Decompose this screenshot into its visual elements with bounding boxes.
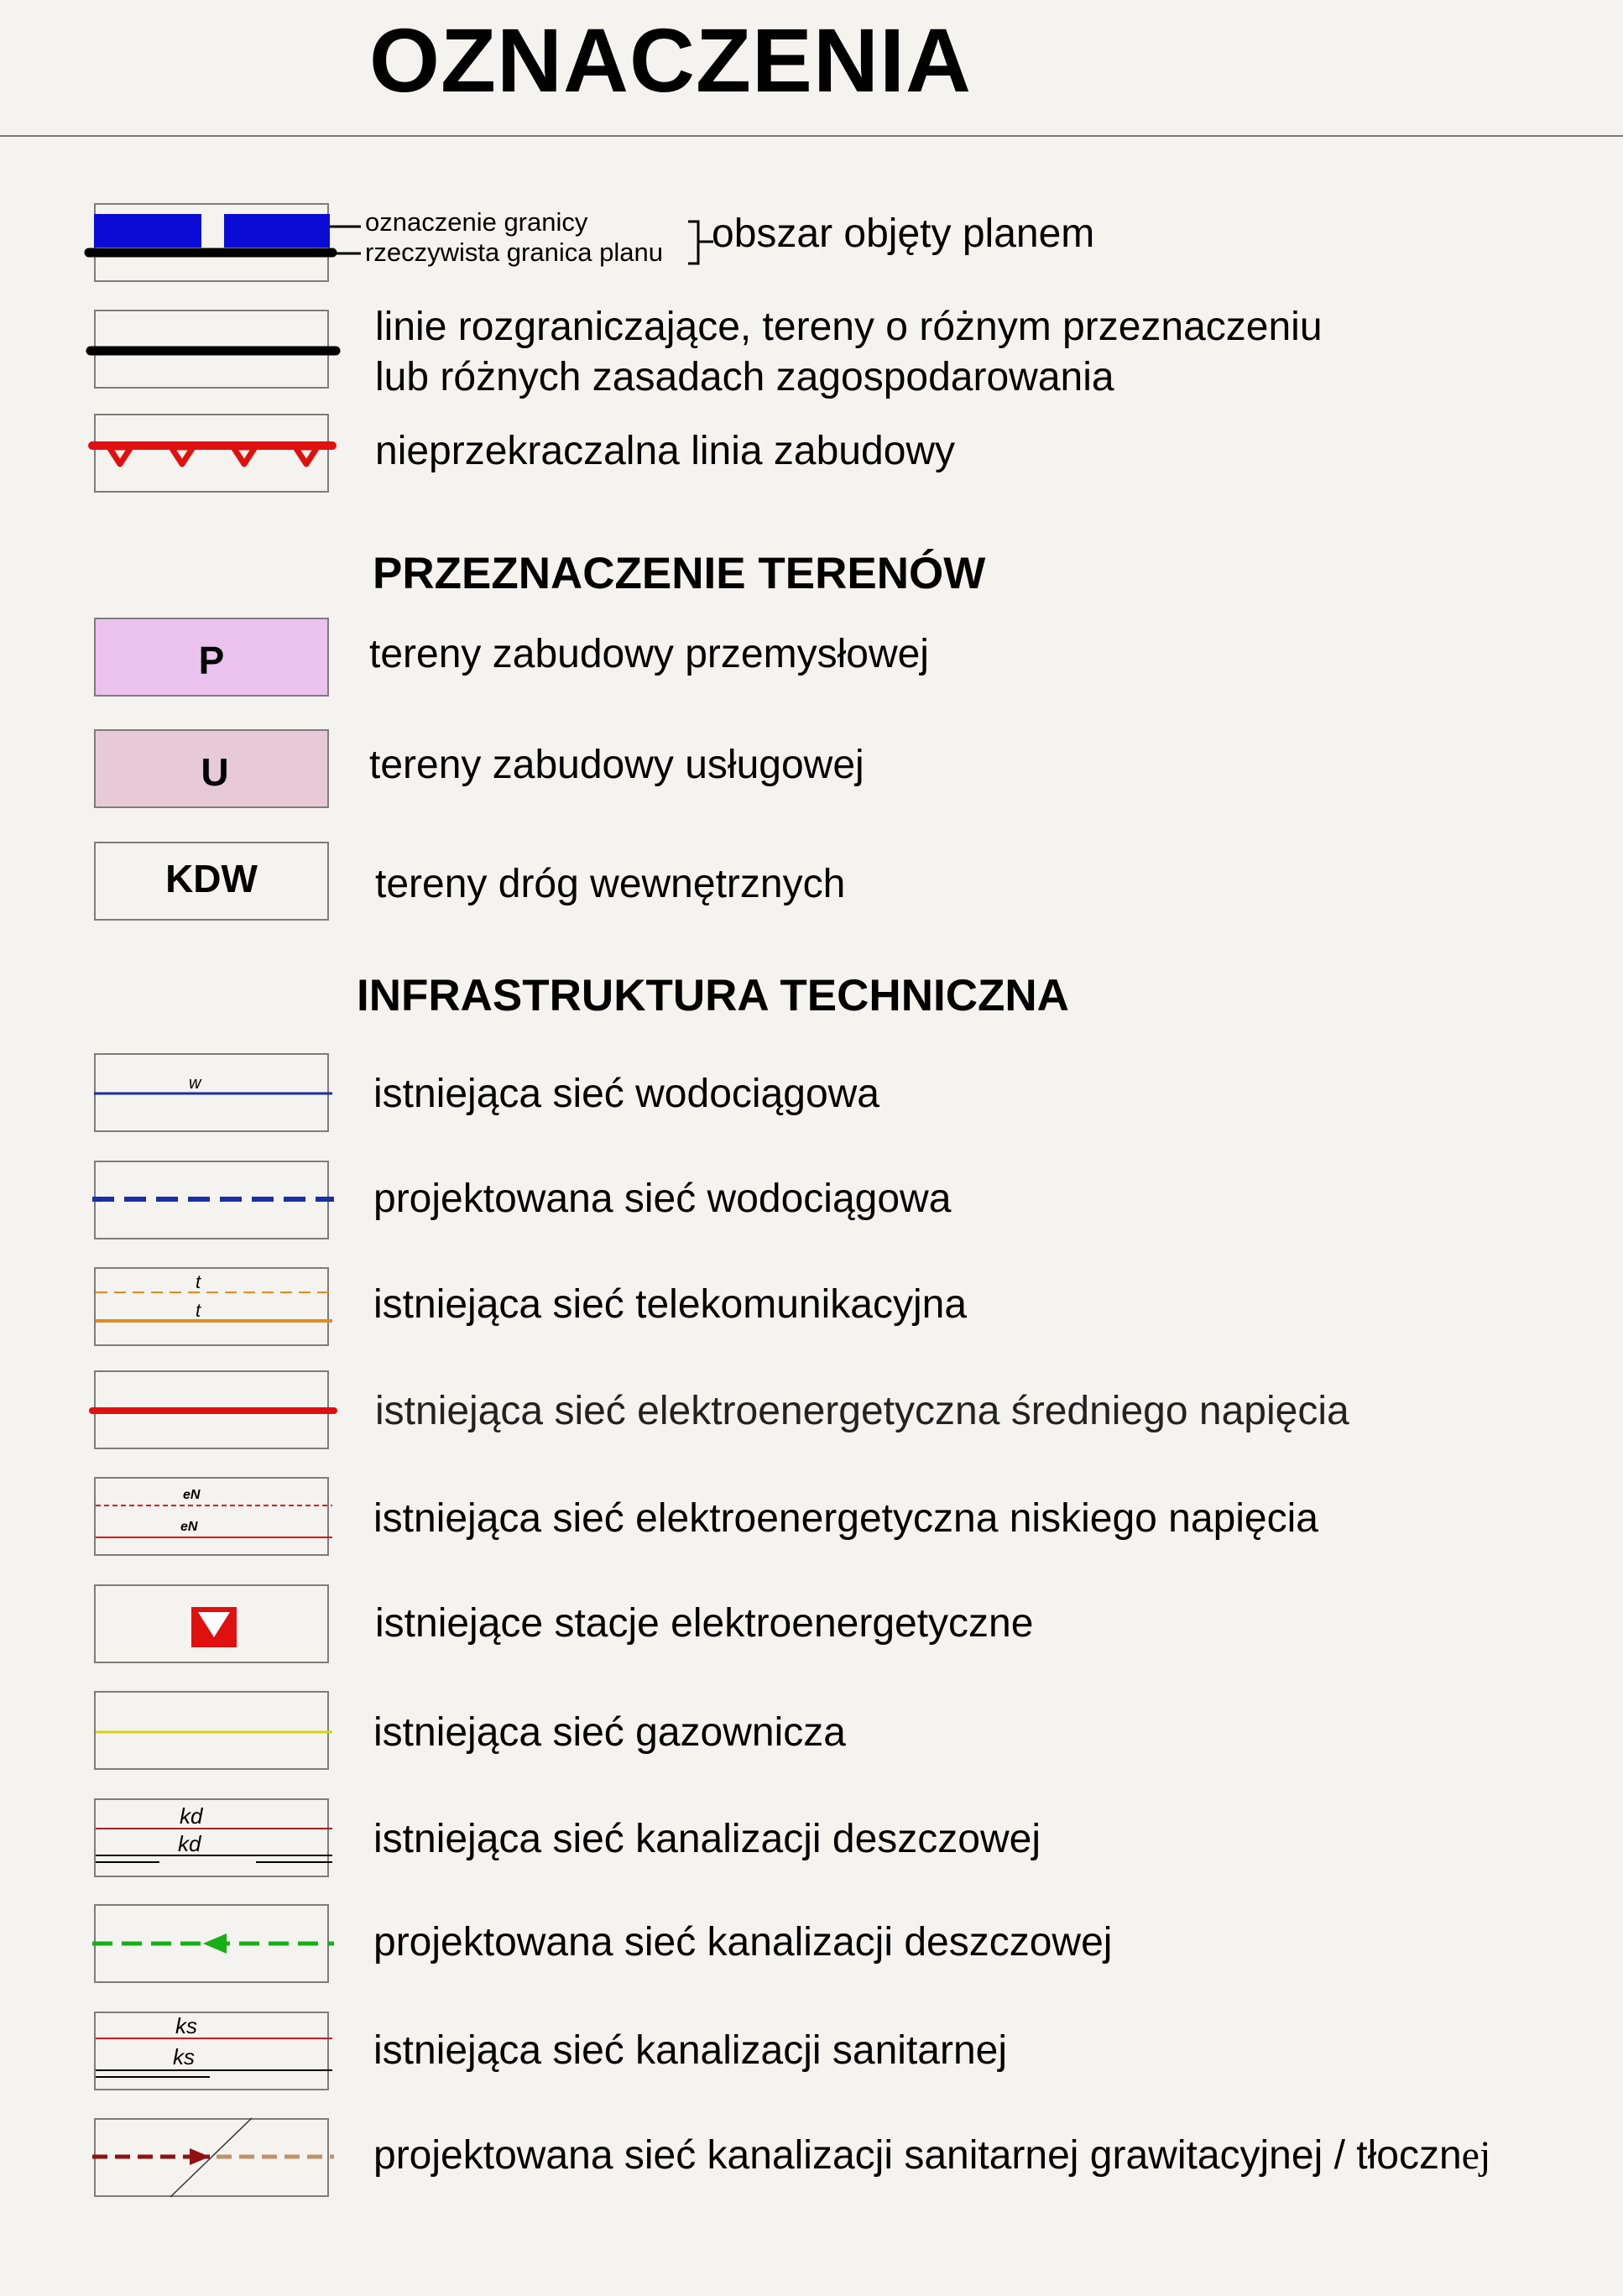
sewer-planned-label-main: projektowana sieć kanalizacji sanitarnej grawitacyjnej / tłoczn [373, 2133, 1462, 2178]
water-existing-mark: w [189, 1074, 201, 1093]
building-line-label: nieprzekraczalna linia zabudowy [375, 429, 956, 473]
demarcation-label-2: lub różnych zasadach zagospodarowania [375, 355, 1114, 399]
power-station-icon [84, 1584, 344, 1663]
telecom-symbol [84, 1267, 344, 1346]
brace-icon [686, 220, 715, 267]
power-mv-symbol [84, 1370, 344, 1449]
plan-boundary-symbol [84, 203, 344, 282]
storm-existing-mark-1: kd [180, 1803, 203, 1829]
section-infrastructure-heading: INFRASTRUKTURA TECHNICZNA [357, 971, 1069, 1020]
water-planned-label: projektowana sieć wodociągowa [373, 1177, 952, 1221]
land-p-label: tereny zabudowy przemysłowej [369, 632, 929, 676]
land-kdw-code: KDW [165, 857, 258, 900]
gas-symbol [84, 1691, 344, 1770]
boundary-marking-label: oznaczenie granicy [365, 207, 588, 237]
sewer-existing-symbol [84, 2012, 344, 2090]
storm-existing-mark-2: kd [178, 1831, 201, 1856]
title-divider [0, 135, 1623, 137]
power-lv-mark-2: eN [180, 1520, 198, 1534]
land-u-label: tereny zabudowy usługowej [369, 743, 864, 787]
gas-label: istniejąca sieć gazownicza [373, 1710, 846, 1755]
sewer-planned-label [373, 2131, 1490, 2181]
building-line-symbol [84, 414, 344, 493]
land-u-code: U [201, 750, 229, 794]
demarcation-label-1: linie rozgraniczające, tereny o różnym przeznaczeniu [375, 305, 1323, 349]
page-title: OZNACZENIA [369, 9, 972, 111]
water-existing-symbol [84, 1053, 344, 1132]
demarcation-line-symbol [84, 310, 344, 389]
power-lv-label: istniejąca sieć elektroenergetyczna niskiego napięcia [373, 1496, 1318, 1541]
storm-existing-symbol [84, 1798, 344, 1877]
power-lv-symbol [84, 1477, 344, 1556]
sewer-existing-mark-2: ks [173, 2044, 195, 2069]
telecom-label: istniejąca sieć telekomunikacyjna [373, 1282, 968, 1327]
power-mv-label: istniejąca sieć elektroenergetyczna średniego napięcia [375, 1389, 1349, 1433]
boundary-actual-label: rzeczywista granica planu [365, 237, 663, 267]
power-lv-mark-1: eN [183, 1488, 201, 1502]
telecom-mark-2: t [196, 1300, 201, 1321]
sewer-planned-symbol [84, 2118, 344, 2197]
storm-planned-label: projektowana sieć kanalizacji deszczowej [373, 1920, 1113, 1965]
telecom-mark-1: t [196, 1271, 201, 1292]
stations-label: istniejące stacje elektroenergetyczne [375, 1601, 1034, 1646]
water-planned-symbol [84, 1161, 344, 1239]
water-existing-label: istniejąca sieć wodociągowa [373, 1072, 879, 1116]
sewer-existing-mark-1: ks [175, 2013, 197, 2038]
section-land-use-heading: PRZEZNACZENIE TERENÓW [373, 549, 986, 598]
land-p-code: P [198, 639, 225, 682]
storm-existing-label: istniejąca sieć kanalizacji deszczowej [373, 1817, 1041, 1861]
plan-area-label: obszar objęty planem [712, 211, 1095, 256]
land-kdw-label: tereny dróg wewnętrznych [375, 862, 846, 906]
sewer-planned-label-tail: ej [1461, 2133, 1491, 2178]
storm-planned-symbol [84, 1904, 344, 1983]
sewer-existing-label: istniejąca sieć kanalizacji sanitarnej [373, 2028, 1008, 2073]
